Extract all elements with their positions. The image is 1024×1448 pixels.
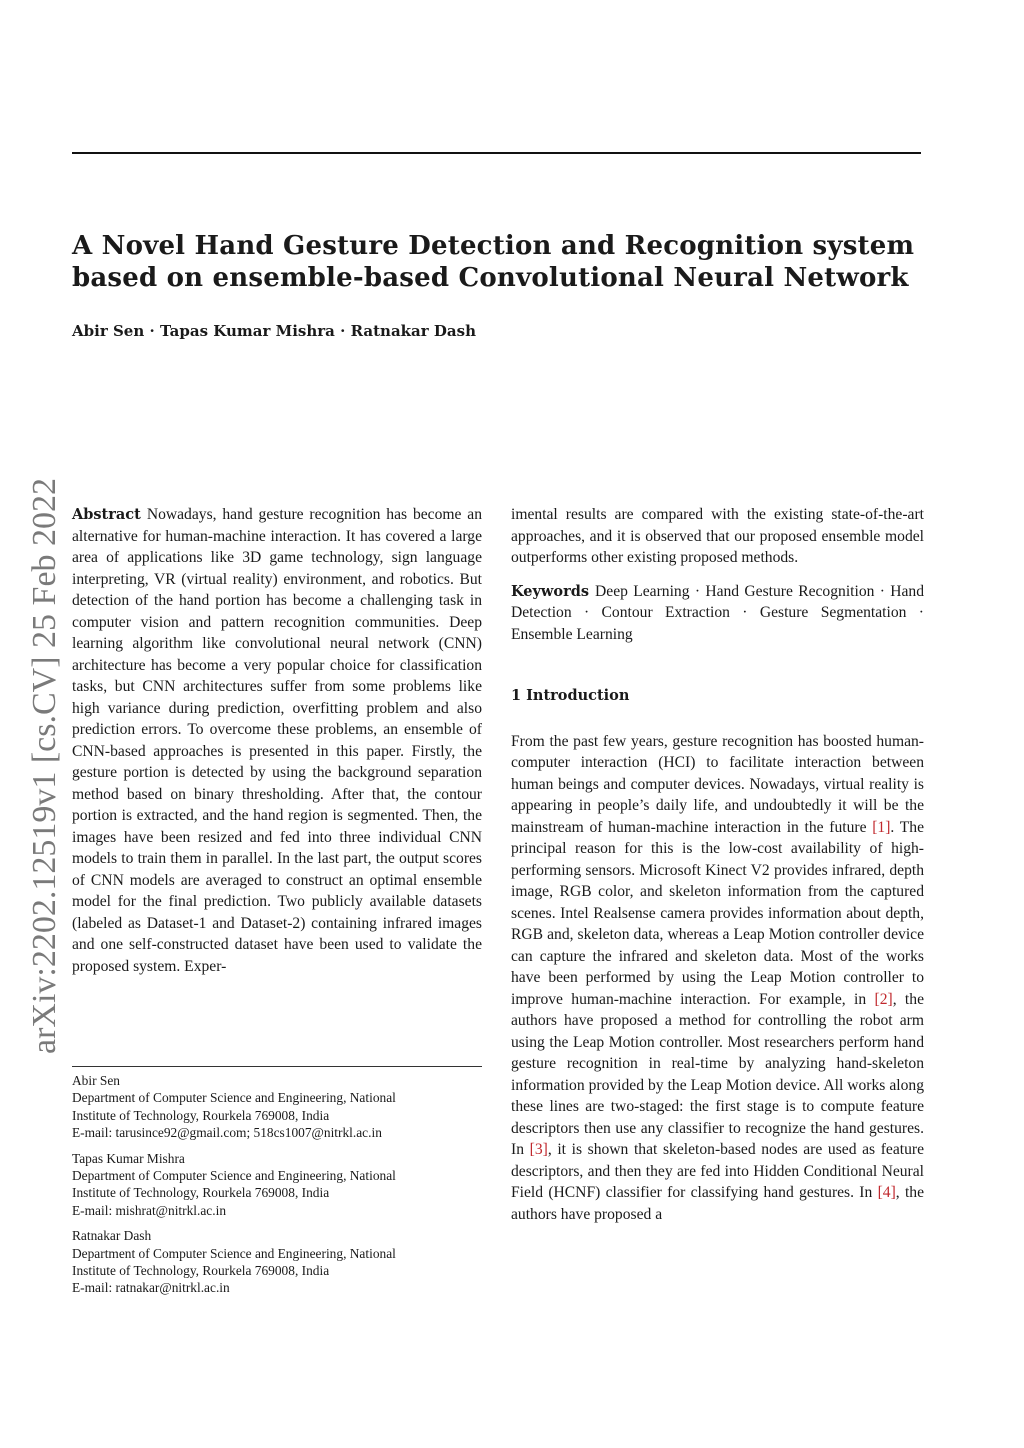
- abstract-text: Nowadays, hand gesture recognition has become an alternative for human-machine interaction. It has covered a large area of applications like 3D game technology, sign language interpreting, VR (virtual reality) environment, and robotics. But detection of the hand portion has become a challenging task in computer vision and pattern recognition communities. Deep learning algorithm like convolutional neural network (CNN) architecture has become a very popular choice for classification tasks, but CNN architectures suffer from some problems like high variance during prediction, overfitting problem and also prediction errors. To overcome these problems, an ensemble of CNN-based approaches is presented in this paper. Firstly, the gesture portion is detected by using the background separation method based on binary thresholding. After that, the contour portion is extracted, and the hand region is segmented. Then, the images have been resized and fed into three individual CNN models to train them in parallel. In the last part, the output scores of CNN models are averaged to construct an optimal ensemble model for the final prediction. Two publicly available datasets (labeled as Dataset-1 and Dataset-2) containing infrared images and one self-constructed dataset have been used to validate the proposed system. Exper-: [72, 506, 482, 975]
- author-name: Tapas Kumar Mishra: [159, 322, 335, 340]
- author-name: Ratnakar Dash: [350, 322, 476, 340]
- abstract-label: Abstract: [72, 506, 141, 523]
- citation-link[interactable]: [1]: [872, 818, 891, 836]
- left-column: [72, 504, 482, 977]
- affiliation-name: Ratnakar Dash: [72, 1228, 152, 1244]
- abstract: [72, 504, 482, 977]
- arxiv-stamp: arXiv:2202.12519v1 [cs.CV] 25 Feb 2022: [26, 477, 63, 1054]
- keywords-label: Keywords: [511, 582, 590, 600]
- header-rule: [72, 152, 921, 154]
- author-separator: ·: [149, 322, 155, 340]
- affiliation-block: [72, 1072, 492, 1142]
- affiliation-dept: Department of Computer Science and Engineering, National: [72, 1245, 396, 1261]
- affiliation-inst: Institute of Technology, Rourkela 769008, India: [72, 1263, 330, 1279]
- affiliations: [72, 1072, 492, 1305]
- title-line-1: A Novel Hand Gesture Detection and Recognition system: [72, 231, 915, 261]
- author-separator: ·: [340, 322, 346, 340]
- keywords: [511, 581, 924, 646]
- affiliation-inst: Institute of Technology, Rourkela 769008, India: [72, 1107, 330, 1123]
- author-name: Abir Sen: [72, 322, 145, 340]
- citation-link[interactable]: [2]: [874, 990, 893, 1008]
- citation-link[interactable]: [4]: [877, 1184, 896, 1201]
- right-column: [511, 504, 924, 1225]
- abstract-continued: imental results are compared with the existing state-of-the-art approaches, and it is observed that our proposed ensemble model outperforms other existing proposed methods.: [511, 506, 924, 566]
- footnote-rule: [72, 1066, 482, 1067]
- affiliation-inst: Institute of Technology, Rourkela 769008, India: [72, 1185, 330, 1201]
- intro-text: , it is shown that skeleton-based nodes are used as feature descriptors, and then they are fed into Hidden Conditional Neural Field (HCNF) classifier for classifying hand gestures. In: [511, 1141, 925, 1201]
- intro-text: , the authors have proposed a method for controlling the robot arm using the Leap Motion controller. Most researchers perform hand gesture recognition in real-time by analyzing hand-skeleton information provided by the Leap Motion device. All works along these lines are two-staged: the first stage is to compute feature descriptors then use any classifier to recognize the hand gestures. In: [511, 990, 924, 1158]
- section-heading: 1 Introduction: [511, 687, 630, 704]
- introduction-paragraph: [511, 731, 924, 1226]
- title-line-2: based on ensemble-based Convolutional Neural Network: [72, 263, 909, 293]
- keywords-text: Deep Learning · Hand Gesture Recognition · Hand Detection · Contour Extraction · Gesture Segmentation · Ensemble Learning: [511, 582, 924, 643]
- affiliation-name: Tapas Kumar Mishra: [72, 1150, 185, 1166]
- affiliation-email[interactable]: E-mail: mishrat@nitrkl.ac.in: [72, 1202, 227, 1218]
- affiliation-dept: Department of Computer Science and Engineering, National: [72, 1090, 396, 1106]
- author-list: [72, 322, 476, 340]
- intro-text: . The principal reason for this is the low-cost availability of high-performing sensors. Microsoft Kinect V2 provides infrared, depth image, RGB color, and skeleton information from the captured scenes. Intel Realsense camera provides information about depth, RGB and, skeleton data, whereas a Leap Motion controller device can capture the infrared and skeleton data. Most of the works have been performed by using the Leap Motion controller to improve human-machine interaction. For example, in: [511, 818, 924, 1008]
- affiliation-email[interactable]: E-mail: tarusince92@gmail.com; 518cs1007@nitrkl.ac.in: [72, 1125, 382, 1141]
- intro-text: , the authors have proposed a: [511, 1184, 924, 1223]
- paper-title: [72, 230, 921, 294]
- affiliation-block: [72, 1150, 492, 1220]
- citation-link[interactable]: [3]: [529, 1141, 548, 1158]
- affiliation-email[interactable]: E-mail: ratnakar@nitrkl.ac.in: [72, 1280, 230, 1296]
- intro-text: From the past few years, gesture recognition has boosted human-computer interaction (HCI) to facilitate interaction between human beings and computer devices. Nowadays, virtual reality is appearing in people’s daily life, and undoubtedly it will be the mainstream of human-machine interaction in the future: [511, 732, 924, 836]
- affiliation-dept: Department of Computer Science and Engineering, National: [72, 1168, 396, 1184]
- affiliation-block: [72, 1227, 492, 1297]
- affiliation-name: Abir Sen: [72, 1073, 120, 1088]
